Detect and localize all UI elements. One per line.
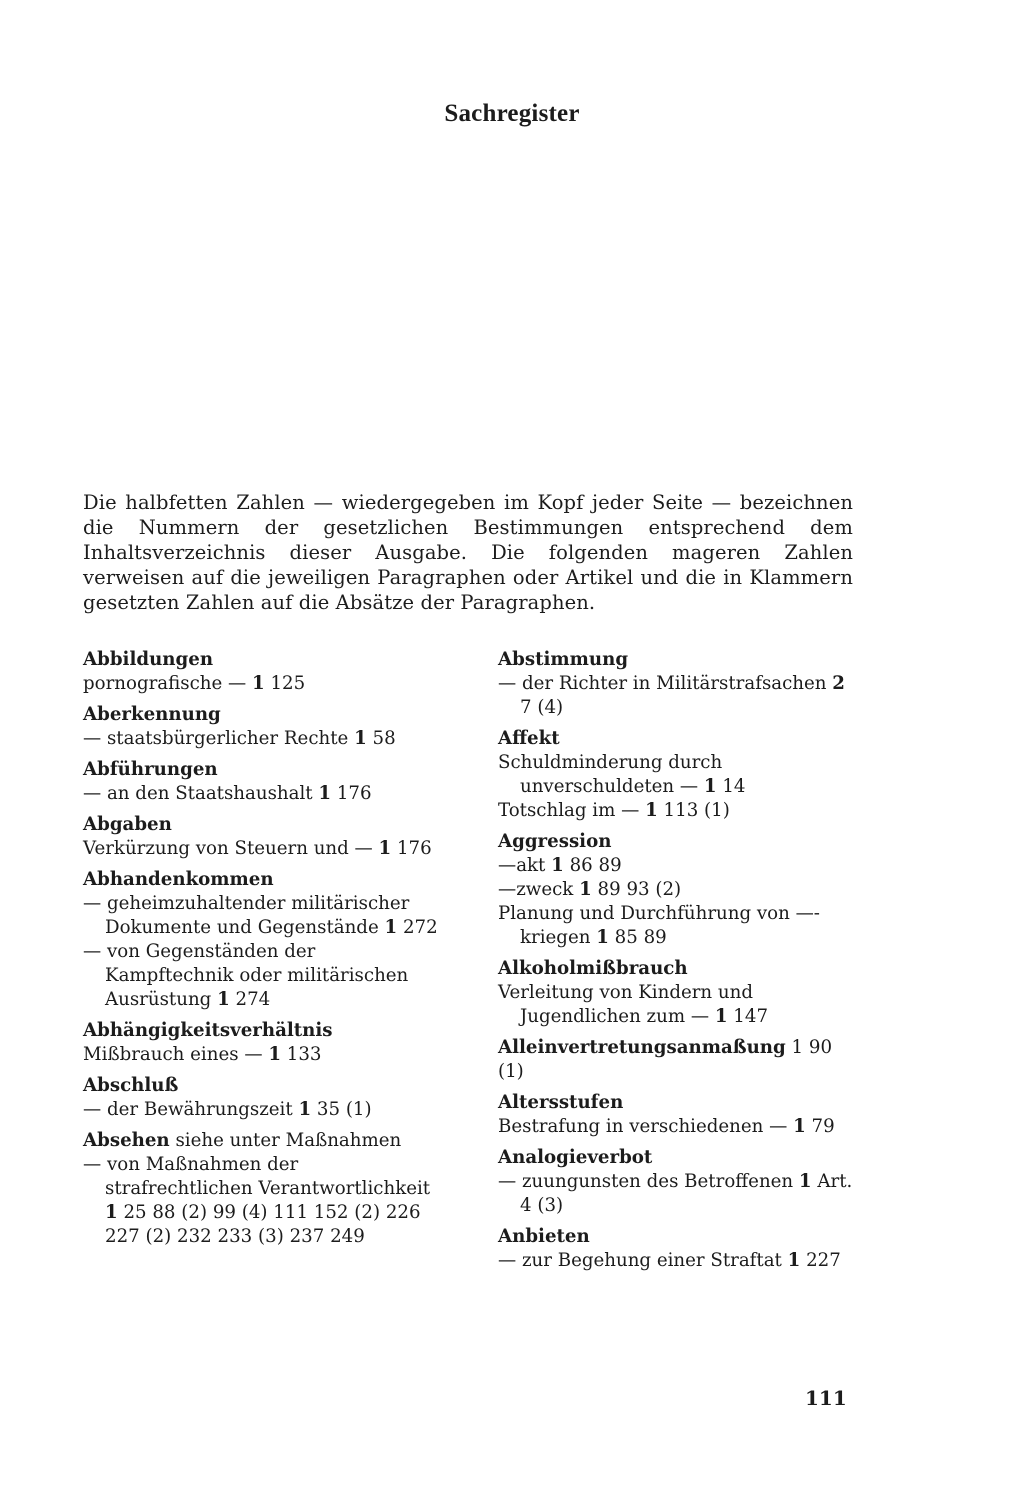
index-entry-heading [83,758,438,782]
paragraph-refs: 176 [391,838,432,859]
index-subentry [498,751,853,799]
index-subentry [83,782,438,806]
index-entry-term: Anbieten [498,1226,590,1247]
paragraph-refs: 272 [397,917,438,938]
law-number: 1 [793,1116,806,1137]
paragraph-refs: 7 (4) [520,697,564,718]
index-subentry [498,981,853,1029]
law-number: 1 [787,1250,801,1271]
index-subentry-text: pornografische — [83,673,253,694]
index-entry-term: Abführungen [83,759,218,780]
index-entry [498,1225,853,1273]
index-subentry-text: Totschlag im — [498,800,646,821]
paragraph-refs: 86 89 [563,855,622,876]
index-entry-term: Abschluß [83,1075,179,1096]
index-entry-heading [83,648,438,672]
index-entry-heading [498,727,853,751]
index-entry-heading [83,703,438,727]
index-subentry-text: —akt [498,855,552,876]
index-entry-heading-suffix: siehe unter Maßnahmen [169,1130,402,1151]
index-subentry [83,727,438,751]
law-number: 1 [268,1044,281,1065]
index-entry [498,727,853,823]
index-entry-heading [498,648,853,672]
paragraph-refs: 58 [366,728,396,749]
index-subentry-text: — von Gegenständen der Kampftechnik oder militärischen Ausrüstung [83,941,409,1010]
index-subentry [498,1170,853,1218]
index-entry [83,758,438,806]
index-entry-heading [498,830,853,854]
law-number: 1 [298,1099,312,1120]
index-subentry [83,892,438,940]
index-subentry-text: — der Richter in Militärstrafsachen [498,673,833,694]
law-number: 1 [551,855,564,876]
index-entry [498,1146,853,1218]
paragraph-refs: 125 [264,673,306,694]
paragraph-refs: 35 (1) [311,1099,372,1120]
index-entry-heading [83,813,438,837]
paragraph-refs: 274 [229,989,271,1010]
index-entry-heading [498,1225,853,1249]
index-entry-term: Alkoholmißbrauch [498,958,688,979]
index-entry-heading [83,868,438,892]
index-subentry-text: — geheimzuhaltender militärischer Dokumente und Gegenstände [83,893,410,938]
index-subentry-text: Verkürzung von Steuern und — [83,838,379,859]
index-subentry-text: — der Bewährungszeit [83,1099,299,1120]
index-entry-term: Alleinvertretungsanmaßung [498,1037,786,1058]
law-number: 1 [714,1006,728,1027]
index-entry-term: Aggression [498,831,612,852]
index-subentry-text: Bestrafung in verschiedenen — [498,1116,794,1137]
index-subentry-text: Mißbrauch eines — [83,1044,269,1065]
law-number: 1 [252,673,265,694]
paragraph-refs: 79 [805,1116,835,1137]
index-entry-term: Abstimmung [498,649,629,670]
index-entry-term: Absehen [83,1130,170,1151]
index-subentry [498,799,853,823]
index-entry [83,703,438,751]
law-number: 1 [105,1202,118,1223]
index-entry-term: Abgaben [83,814,172,835]
index-subentry [83,672,438,696]
index-entry [83,1129,438,1249]
law-number: 1 [798,1171,812,1192]
law-number: 1 [579,879,592,900]
index-entry-term: Abhängigkeitsverhältnis [83,1020,333,1041]
index-entry-heading [83,1074,438,1098]
paragraph-refs: 176 [331,783,372,804]
paragraph-refs: 89 93 (2) [591,879,682,900]
law-number: 1 [703,776,717,797]
law-number: 2 [832,673,845,694]
index-entry [83,813,438,861]
index-column-left [83,648,438,1256]
index-subentry [498,1249,853,1273]
page-title: Sachregister [444,100,580,127]
paragraph-refs: 227 [800,1250,841,1271]
law-number: 1 [645,800,658,821]
index-subentry [498,878,853,902]
paragraph-refs: 85 89 [608,927,667,948]
index-subentry [83,940,438,1012]
paragraph-refs: Art. 4 (3) [520,1171,853,1216]
paragraph-refs: 113 (1) [657,800,730,821]
law-number: 1 [217,989,230,1010]
index-entry-term: Abbildungen [83,649,214,670]
index-entry-term: Analogieverbot [498,1147,653,1168]
index-entry [498,1091,853,1139]
index-subentry-text: —zweck [498,879,580,900]
index-entry [498,957,853,1029]
page-number: 111 [805,1386,847,1410]
index-entry [498,1036,853,1084]
index-subentry-text: Planung und Durchführung von —-kriegen [498,903,820,948]
law-number: 1 [596,927,609,948]
index-subentry [83,1153,438,1249]
index-entry-term: Abhandenkommen [83,869,274,890]
index-entry-term: Altersstufen [498,1092,624,1113]
index-entry [83,1074,438,1122]
index-entry-heading [498,1036,853,1084]
index-subentry [498,902,853,950]
index-subentry [498,1115,853,1139]
paragraph-refs: 14 [716,776,746,797]
intro-paragraph: Die halbfetten Zahlen — wiedergegeben im Kopf jeder Seite — bezeichnen die Nummern der gesetzlichen Bestimmungen entsprechend dem Inhaltsverzeichnis dieser Ausgabe. Die folgenden mageren Zahlen verweisen auf die jeweiligen Paragraphen oder Artikel und die in Klammern gesetzten Zahlen auf die Absätze der Paragraphen. [83,491,853,614]
law-number: 1 [354,728,367,749]
index-column-right [498,648,853,1280]
index-entry-heading [498,1091,853,1115]
index-entry-heading [83,1019,438,1043]
index-entry [83,1019,438,1067]
paragraph-refs: 147 [727,1006,769,1027]
index-subentry-text: — zur Begehung einer Straftat [498,1250,788,1271]
law-number: 1 [378,838,392,859]
index-subentry-text: — staatsbürgerlicher Rechte [83,728,355,749]
law-number: 1 [384,917,398,938]
paragraph-refs: 25 88 (2) 99 (4) 111 152 (2) 226 227 (2) 232 233 (3) 237 249 [105,1202,421,1247]
index-entry-term: Affekt [498,728,560,749]
index-entry [498,830,853,950]
index-entry [83,648,438,696]
index-entry [83,868,438,1012]
index-subentry [498,854,853,878]
index-subentry [498,672,853,720]
index-subentry-text: — von Maßnahmen der strafrechtlichen Verantwortlichkeit [83,1154,431,1199]
index-subentry [83,1043,438,1067]
index-subentry [83,837,438,861]
paragraph-refs: 133 [280,1044,322,1065]
index-subentry-text: — an den Staatshaushalt [83,783,319,804]
index-subentry [83,1098,438,1122]
index-entry-heading-suffix: 1 90 (1) [498,1037,833,1082]
index-subentry-text: Schuldminderung durch unverschuldeten — [498,752,723,797]
index-entry-heading [498,1146,853,1170]
index-entry-term: Aberkennung [83,704,221,725]
index-entry-heading [498,957,853,981]
index-entry [498,648,853,720]
index-subentry-text: — zuungunsten des Betroffenen [498,1171,799,1192]
law-number: 1 [318,783,332,804]
index-entry-heading [83,1129,438,1153]
index-subentry-text: Verleitung von Kindern und Jugendlichen zum — [498,982,753,1027]
